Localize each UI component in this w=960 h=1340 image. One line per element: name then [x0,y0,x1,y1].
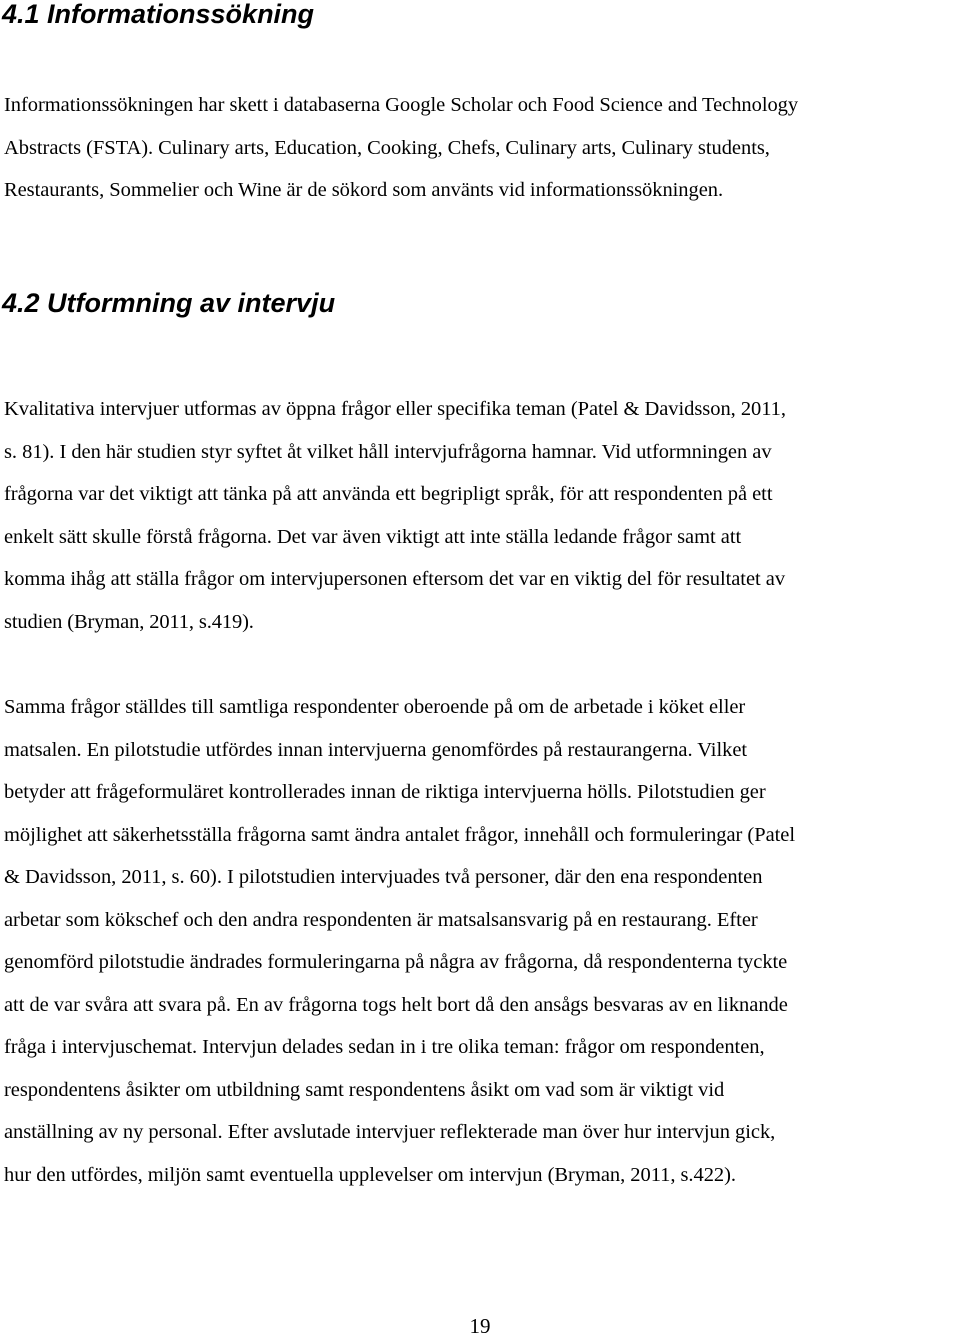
text-line: & Davidsson, 2011, s. 60). I pilotstudien intervjuades två personer, där den ena respondenten [4,866,763,888]
text-line: matsalen. En pilotstudie utfördes innan intervjuerna genomfördes på restaurangerna. Vilket [4,738,748,761]
text-line: Restaurants, Sommelier och Wine är de sökord som använts vid informationssökningen. [4,179,724,201]
text-line: Samma frågor ställdes till samtliga respondenter oberoende på om de arbetade i köket eller [4,696,746,718]
text-line: genomförd pilotstudie ändrades formuleringarna på några av frågorna, då respondenterna tyckte [4,951,788,973]
text-line: fråga i intervjuschemat. Intervjun delades sedan in i tre olika teman: frågor om respondenten, [4,1036,765,1058]
text-line: möjlighet att säkerhetsställa frågorna samt ändra antalet frågor, innehåll och formuleringar (Patel [4,823,795,846]
text-line: betyder att frågeformuläret kontrollerades innan de riktiga intervjuerna hölls. Pilotstudien ger [4,781,766,803]
paragraph-intervju-utformning [4,388,960,644]
page-number: 19 [469,1314,491,1338]
text-line: arbetar som kökschef och den andra respondenten är matsalsansvarig på en restaurang. Efter [4,908,758,931]
paragraph-pilotstudie [4,686,960,1196]
text-line: studien (Bryman, 2011, s.419). [4,610,254,633]
text-line: Informationssökningen har skett i databaserna Google Scholar och Food Science and Technology [4,94,799,116]
text-line: frågorna var det viktigt att tänka på att använda ett begripligt språk, för att respondenten på ett [4,483,773,506]
text-line: anställning av ny personal. Efter avslutade intervjuer reflekterade man över hur intervjun gick, [4,1121,776,1143]
text-line: Abstracts (FSTA). Culinary arts, Education, Cooking, Chefs, Culinary arts, Culinary students, [4,136,770,159]
text-line: respondentens åsikter om utbildning samt respondentens åsikt om vad som är viktigt vid [4,1078,725,1101]
text-line: hur den utfördes, miljön samt eventuella upplevelser om intervjun (Bryman, 2011, s.422). [4,1163,736,1186]
section-heading-informationssokning: 4.1 Informationssökning [2,0,315,29]
text-line: Kvalitativa intervjuer utformas av öppna frågor eller specifika teman (Patel & Davidsson, 2011, [4,398,786,420]
text-line: att de var svåra att svara på. En av frågorna togs helt bort då den ansågs besvaras av en liknande [4,993,788,1016]
text-line: enkelt sätt skulle förstå frågorna. Det var även viktigt att inte ställa ledande frågor samt att [4,525,742,548]
text-line: komma ihåg att ställa frågor om intervjupersonen eftersom det var en viktig del för resultatet av [4,568,786,591]
section-heading-utformning-av-intervju: 4.2 Utformning av intervju [2,288,336,318]
text-line: s. 81). I den här studien styr syftet åt vilket håll intervjufrågorna hamnar. Vid utformningen av [4,440,772,463]
paragraph-informationssokning [4,84,960,212]
